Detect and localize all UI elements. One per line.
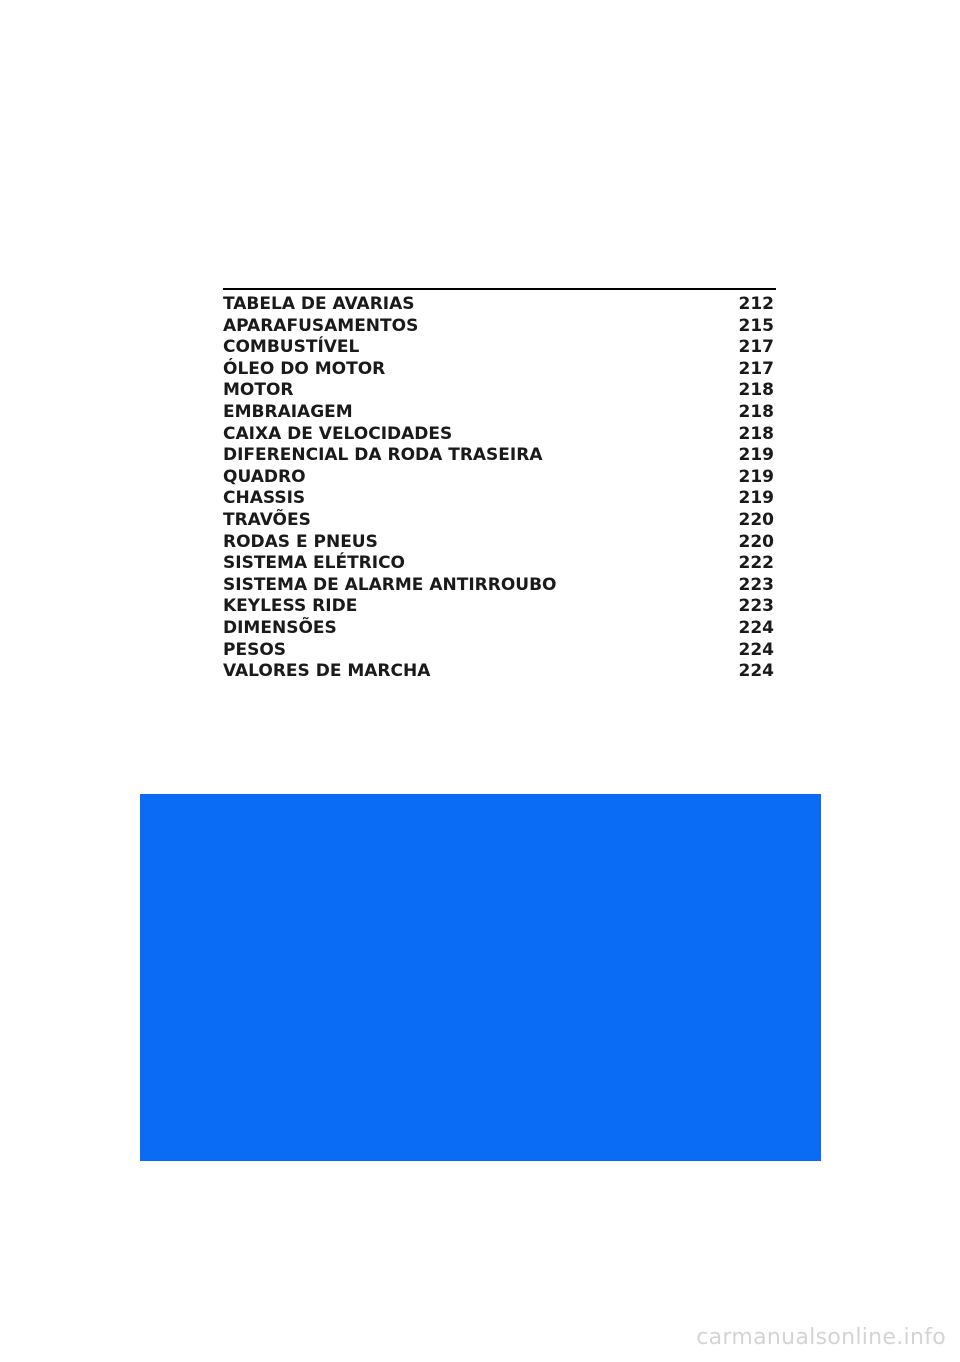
toc-entry-page: 218	[738, 401, 774, 422]
toc-entry[interactable]	[223, 532, 776, 554]
toc-entry-title: COMBUSTÍVEL	[223, 337, 360, 358]
toc-entry[interactable]	[223, 445, 776, 467]
toc-entry-title: RODAS E PNEUS	[223, 531, 378, 552]
toc-entry[interactable]	[223, 553, 776, 575]
toc-entry-title: CHASSIS	[223, 488, 306, 509]
toc-top-rule	[223, 288, 776, 290]
toc-entry[interactable]	[223, 467, 776, 489]
toc-entry-title: TABELA DE AVARIAS	[223, 294, 415, 314]
toc-entry[interactable]	[223, 488, 776, 510]
toc-entry-title: CAIXA DE VELOCIDADES	[223, 423, 453, 444]
toc-entry-page: 217	[738, 337, 774, 358]
toc-entry-page: 212	[738, 294, 774, 314]
toc-entry-page: 224	[738, 617, 774, 638]
toc-entry[interactable]	[223, 337, 776, 359]
toc-entry-title: VALORES DE MARCHA	[223, 661, 431, 682]
toc-entry-page: 218	[738, 380, 774, 401]
toc-entry-page: 224	[738, 661, 774, 682]
toc-entry-title: ÓLEO DO MOTOR	[223, 358, 386, 379]
toc-entry[interactable]	[223, 316, 776, 338]
toc-entry-title: KEYLESS RIDE	[223, 596, 358, 617]
toc-entry[interactable]	[223, 380, 776, 402]
toc-entry-page: 218	[738, 423, 774, 444]
blue-chapter-panel	[140, 794, 821, 1161]
toc-entry[interactable]	[223, 510, 776, 532]
toc-entry-page: 223	[738, 596, 774, 617]
toc-entry-title: TRAVÕES	[223, 509, 311, 530]
toc-entry-title: APARAFUSAMENTOS	[223, 315, 419, 336]
toc-entry-title: SISTEMA DE ALARME ANTIRROUBO	[223, 574, 557, 595]
toc-entry[interactable]	[223, 424, 776, 446]
toc-entry-page: 217	[738, 358, 774, 379]
toc-entry-page: 215	[738, 315, 774, 336]
toc-entry-title: QUADRO	[223, 466, 306, 487]
toc-entry-page: 219	[738, 488, 774, 509]
toc-entry[interactable]	[223, 294, 776, 316]
toc-entry[interactable]	[223, 618, 776, 640]
table-of-contents	[223, 288, 776, 683]
toc-entry-page: 222	[738, 553, 774, 574]
toc-entry-title: DIMENSÕES	[223, 617, 337, 638]
toc-entry-page: 219	[738, 466, 774, 487]
toc-entry-title: EMBRAIAGEM	[223, 401, 353, 422]
toc-entry[interactable]	[223, 596, 776, 618]
watermark-text: carmanualsonline.info	[696, 1325, 946, 1350]
toc-entry-title: PESOS	[223, 639, 287, 660]
toc-entry[interactable]	[223, 575, 776, 597]
toc-entry-page: 220	[738, 509, 774, 530]
toc-entry-page: 224	[738, 639, 774, 660]
toc-entry-title: DIFERENCIAL DA RODA TRASEIRA	[223, 445, 543, 466]
toc-entry-title: MOTOR	[223, 380, 294, 401]
toc-entry[interactable]	[223, 402, 776, 424]
toc-entry[interactable]	[223, 661, 776, 683]
toc-entry-page: 220	[738, 531, 774, 552]
toc-entry-page: 219	[738, 445, 774, 466]
toc-entry[interactable]	[223, 359, 776, 381]
toc-entry[interactable]	[223, 640, 776, 662]
toc-entry-page: 223	[738, 574, 774, 595]
toc-entry-title: SISTEMA ELÉTRICO	[223, 553, 406, 574]
